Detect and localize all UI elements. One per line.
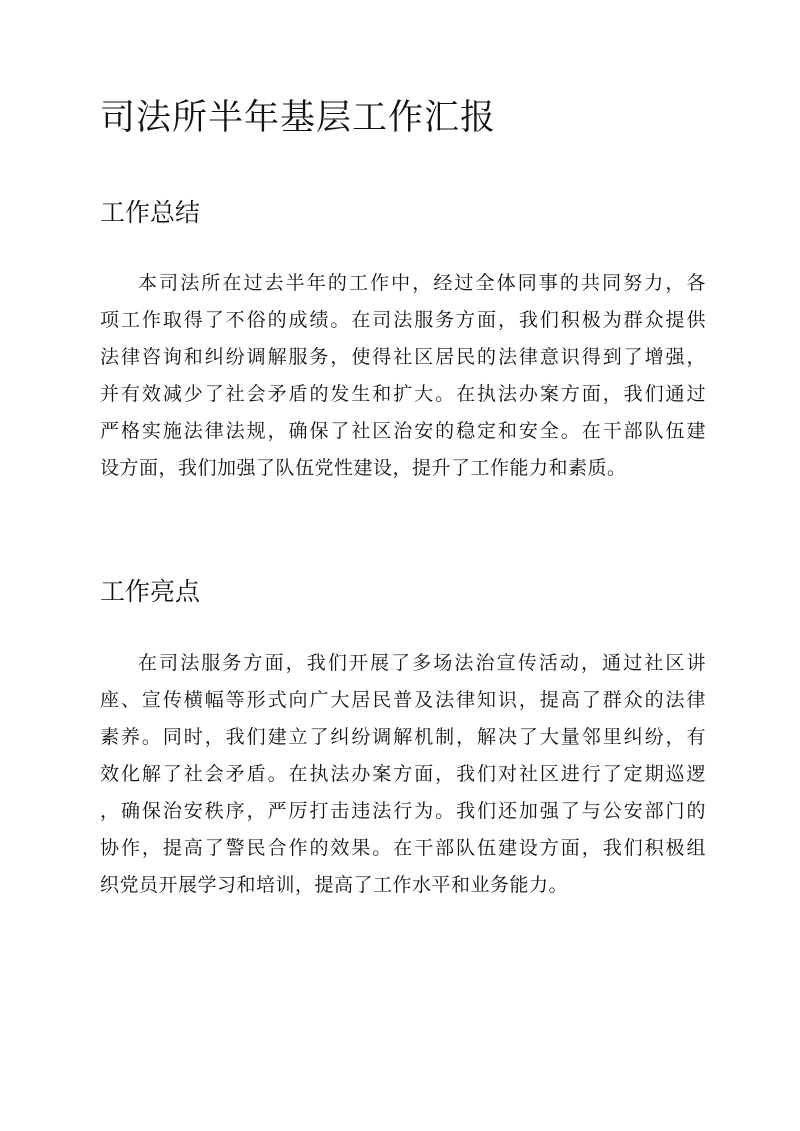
paragraph-line: 法律咨询和纠纷调解服务，使得社区居民的法律意识得到了增强，	[100, 346, 706, 368]
paragraph-line: 织党员开展学习和培训，提高了工作水平和业务能力。	[100, 874, 569, 896]
paragraph-line: 并有效减少了社会矛盾的发生和扩大。在执法办案方面，我们通过	[100, 383, 706, 405]
paragraph-line: 协作，提高了警民合作的效果。在干部队伍建设方面，我们积极组	[100, 837, 706, 859]
section-paragraph-summary	[100, 265, 706, 487]
paragraph-line: 座、宣传横幅等形式向广大居民普及法律知识，提高了群众的法律	[100, 689, 706, 711]
section-paragraph-highlights	[100, 645, 706, 904]
paragraph-line: 效化解了社会矛盾。在执法办案方面，我们对社区进行了定期巡逻	[100, 763, 706, 785]
page-title: 司法所半年基层工作汇报	[100, 98, 497, 138]
section-heading-summary: 工作总结	[100, 198, 201, 227]
section-heading-highlights: 工作亮点	[100, 577, 201, 606]
paragraph-line: ，确保治安秩序，严厉打击违法行为。我们还加强了与公安部门的	[100, 800, 706, 822]
paragraph-line: 在司法服务方面，我们开展了多场法治宣传活动，通过社区讲	[138, 652, 706, 674]
paragraph-line: 严格实施法律法规，确保了社区治安的稳定和安全。在干部队伍建	[100, 420, 706, 442]
paragraph-line: 项工作取得了不俗的成绩。在司法服务方面，我们积极为群众提供	[100, 309, 706, 331]
paragraph-line: 素养。同时，我们建立了纠纷调解机制，解决了大量邻里纠纷，有	[100, 726, 706, 748]
paragraph-line: 本司法所在过去半年的工作中，经过全体同事的共同努力，各	[138, 272, 706, 294]
paragraph-line: 设方面，我们加强了队伍党性建设，提升了工作能力和素质。	[100, 457, 627, 479]
